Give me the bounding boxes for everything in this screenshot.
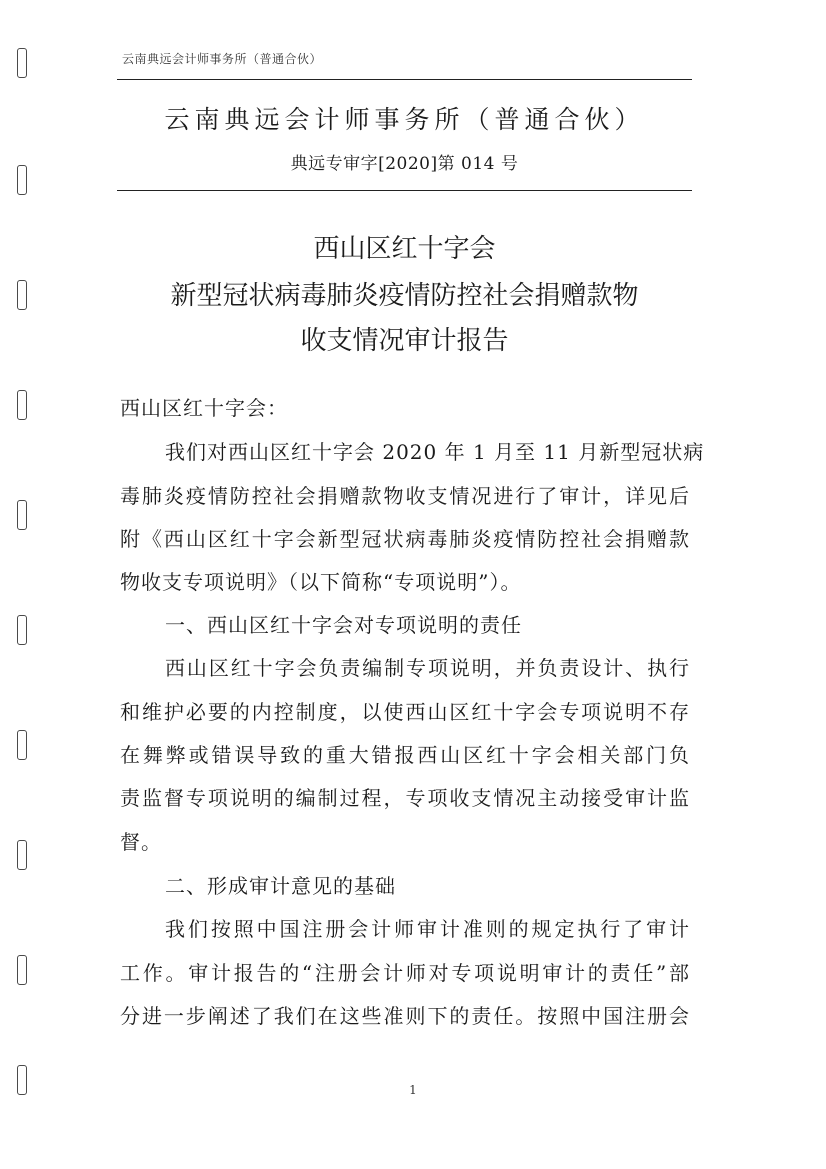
binding-hole	[17, 48, 27, 78]
document-number: 典远专审字[2020]第 014 号	[290, 154, 519, 174]
paragraph-line: 我们对西山区红十字会 2020 年 1 月至 11 月新型冠状病	[165, 440, 705, 464]
binding-hole	[17, 390, 27, 420]
letterhead-rule	[117, 190, 692, 191]
binding-hole	[17, 955, 27, 985]
paragraph-line: 在舞弊或错误导致的重大错报西山区红十字会相关部门负	[120, 743, 690, 767]
salutation: 西山区红十字会：	[120, 396, 288, 420]
paragraph-line: 物收支专项说明》（以下简称“专项说明”）。	[120, 570, 522, 594]
paragraph-line: 附《西山区红十字会新型冠状病毒肺炎疫情防控社会捐赠款	[120, 527, 690, 551]
binding-hole	[17, 500, 27, 530]
binding-hole	[17, 840, 27, 870]
header-rule	[117, 79, 692, 80]
binding-hole	[17, 615, 27, 645]
binding-hole	[17, 730, 27, 760]
paragraph-line: 毒肺炎疫情防控社会捐赠款物收支情况进行了审计，详见后	[120, 484, 690, 508]
report-title-line: 收支情况审计报告	[300, 326, 509, 356]
binding-hole	[17, 280, 27, 310]
paragraph-line: 督。	[120, 830, 162, 854]
paragraph-line: 分进一步阐述了我们在这些准则下的责任。按照中国注册会	[120, 1004, 690, 1028]
page-number: 1	[409, 1083, 417, 1097]
paragraph-line: 工作。审计报告的“注册会计师对专项说明审计的责任”部	[120, 961, 690, 985]
section-heading: 二、形成审计意见的基础	[165, 874, 396, 898]
paragraph-line: 和维护必要的内控制度，以使西山区红十字会专项说明不存	[120, 700, 690, 724]
report-title-line: 西山区红十字会	[313, 234, 496, 264]
paragraph-line: 我们按照中国注册会计师审计准则的规定执行了审计	[165, 917, 690, 941]
firm-name: 云南典远会计师事务所（普通合伙）	[164, 105, 645, 134]
paragraph-line: 西山区红十字会负责编制专项说明，并负责设计、执行	[165, 656, 690, 680]
report-title-line: 新型冠状病毒肺炎疫情防控社会捐赠款物	[170, 281, 639, 311]
paragraph-line: 责监督专项说明的编制过程，专项收支情况主动接受审计监	[120, 786, 690, 810]
section-heading: 一、西山区红十字会对专项说明的责任	[165, 613, 522, 637]
running-head: 云南典远会计师事务所（普通合伙）	[122, 52, 323, 66]
binding-hole	[17, 165, 27, 195]
